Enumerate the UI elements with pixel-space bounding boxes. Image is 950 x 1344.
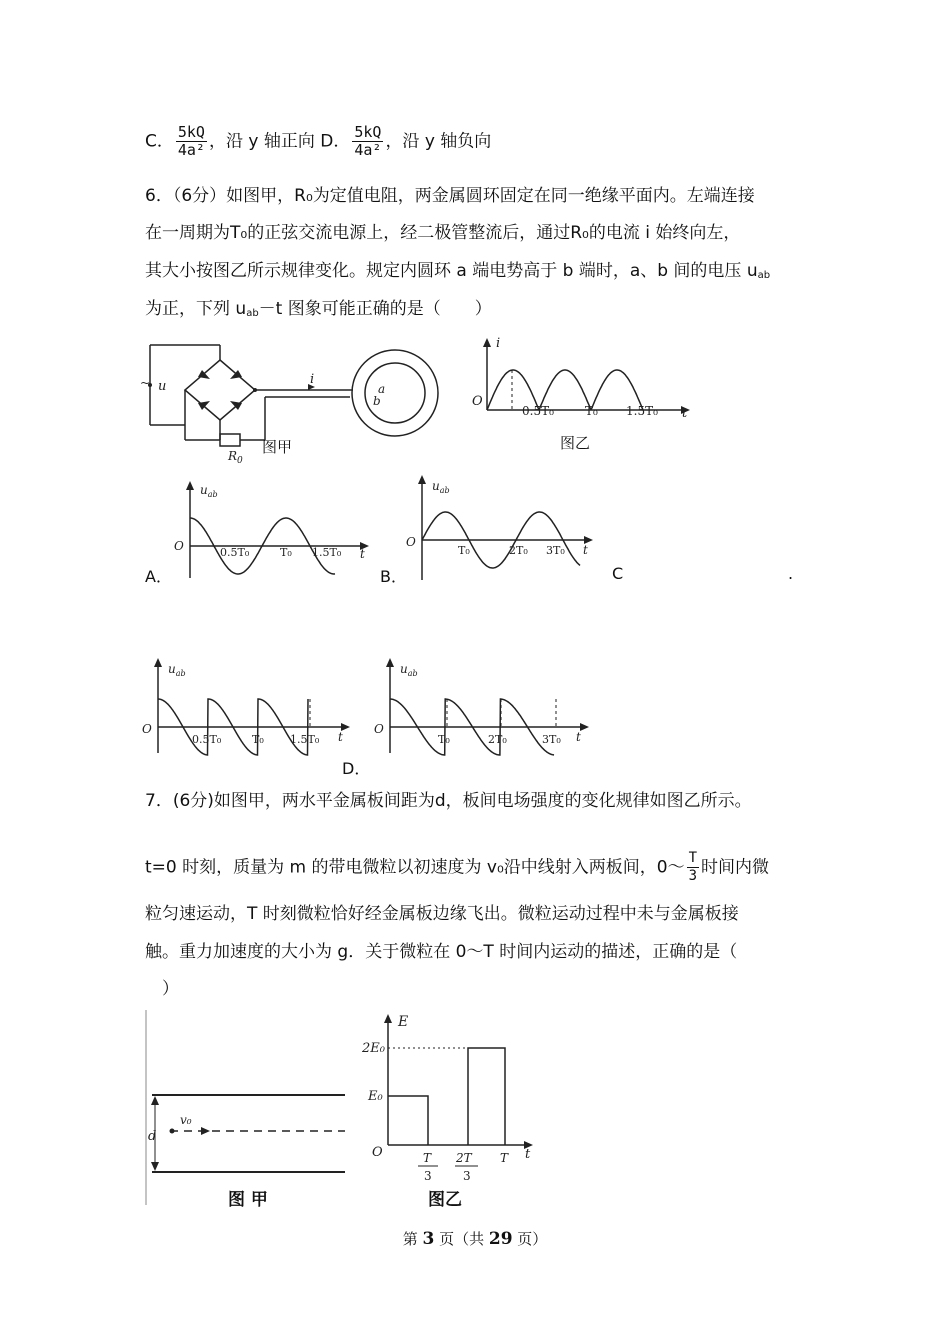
svg-text:uab: $u_{ab}$: [200, 483, 218, 499]
option-c-text: ，沿 y 轴正向: [208, 131, 315, 152]
option-d-label-q6: D．: [342, 759, 371, 778]
svg-text:O: O: [174, 539, 184, 553]
svg-text:O: O: [142, 722, 152, 736]
svg-text:O: O: [372, 1145, 383, 1160]
terminal-a-label: a: [378, 382, 386, 396]
option-a-label: A．: [145, 567, 172, 586]
terminal-b-label: b: [373, 394, 381, 408]
q7-line-1: 7．(6分)如图甲，两水平金属板间距为d，板间电场强度的变化规律如图乙所示。: [145, 791, 752, 811]
svg-text:t: t: [576, 730, 581, 744]
svg-text:t: t: [583, 543, 588, 557]
distance-d-label: d: [148, 1129, 157, 1144]
svg-text:t: t: [682, 406, 688, 421]
svg-text:2T₀: 2T₀: [488, 733, 507, 746]
svg-text:T: T: [500, 1151, 509, 1165]
q7-fig-jia-caption: 图 甲: [228, 1190, 268, 1210]
q7-line-2: t=0 时刻，质量为 m 的带电微粒以初速度为 v₀沿中线射入两板间，0～ $\frac{T}{3}$ 时间内微: [145, 850, 770, 884]
svg-text:t: t: [360, 547, 365, 561]
svg-text:t: t: [338, 730, 343, 744]
svg-text:0.5T₀: 0.5T₀: [192, 733, 222, 746]
svg-text:3T₀: 3T₀: [542, 733, 561, 746]
svg-text:2E₀: 2E₀: [362, 1041, 385, 1056]
option-c-graph: [140, 655, 350, 755]
svg-text:t: t: [525, 1147, 531, 1162]
q7-plates-figure: [140, 1010, 360, 1210]
q6yi-tick-3: 1.5T₀: [626, 404, 658, 418]
q6yi-tick-2: T₀: [585, 404, 598, 418]
svg-text:T₀: T₀: [280, 546, 292, 559]
svg-text:E₀: E₀: [368, 1089, 383, 1104]
q7-line-4: 触。重力加速度的大小为 g．关于微粒在 0～T 时间内运动的描述，正确的是（: [145, 942, 738, 962]
svg-text:O: O: [472, 394, 483, 409]
q7-fig-yi-caption: 图乙: [428, 1190, 462, 1210]
option-d-graph: [370, 655, 590, 755]
option-c-label: C．: [145, 131, 174, 152]
option-a-graph: [170, 478, 370, 583]
q6-line-2: 在一周期为T₀的正弦交流电源上，经二极管整流后，通过R₀的电流 i 始终向左，: [145, 223, 741, 243]
svg-text:T: T: [423, 1151, 432, 1165]
option-c-label-q6: C: [612, 564, 624, 583]
page-footer: 第 3 页（共 29 页）: [402, 1229, 548, 1249]
svg-text:i: i: [496, 336, 501, 351]
svg-text:uab: $u_{ab}$: [168, 662, 186, 678]
q6-fig-jia-caption: 图甲: [262, 438, 293, 456]
svg-text:O: O: [374, 722, 384, 736]
svg-text:0.5T₀: 0.5T₀: [220, 546, 250, 559]
q5-options-line: [145, 124, 491, 159]
v0-label: v₀: [180, 1113, 192, 1127]
svg-text:3: 3: [424, 1169, 432, 1183]
svg-text:1.5T₀: 1.5T₀: [312, 546, 342, 559]
svg-text:3T₀: 3T₀: [546, 544, 565, 557]
svg-text:T₀: T₀: [252, 733, 264, 746]
option-d-fraction: $\frac{5kQ}{\text{4a²}}$: [354, 123, 382, 159]
q6-line-4: 为正，下列 $u_{ab}-t$ 图象可能正确的是（ ）: [145, 299, 492, 319]
q6-fig-yi-graph: [470, 335, 700, 425]
svg-text:2T: 2T: [456, 1151, 472, 1165]
svg-text:~: ~: [140, 376, 151, 390]
option-d-text: ，沿 y 轴负向: [385, 131, 492, 152]
r0-label: $R_0$: [228, 449, 243, 466]
q6-fig-yi-caption: 图乙: [560, 434, 591, 452]
option-b-label: B．: [380, 567, 407, 586]
svg-text:3: 3: [463, 1169, 471, 1183]
svg-text:O: O: [406, 535, 416, 549]
q6-line-3: 其大小按图乙所示规律变化。规定内圆环 a 端电势高于 b 端时，a、b 间的电压 $u_{ab}$: [145, 261, 771, 281]
q6yi-tick-1: 0.5T₀: [522, 404, 554, 418]
svg-text:uab: $u_{ab}$: [400, 662, 418, 678]
q7-fig-yi-graph: [360, 1010, 540, 1190]
source-u-label: u: [158, 379, 167, 394]
svg-text:T₀: T₀: [438, 733, 450, 746]
q7-line-5: ）: [145, 979, 179, 999]
q7-line-3: 粒匀速运动，T 时刻微粒恰好经金属板边缘飞出。微粒运动过程中未与金属板接: [145, 904, 739, 924]
option-b-graph: [400, 470, 600, 583]
q6-line-1: 6．（6分）如图甲，R₀为定值电阻，两金属圆环固定在同一绝缘平面内。左端连接: [145, 186, 755, 206]
option-d-label: D．: [320, 131, 351, 152]
svg-text:2T₀: 2T₀: [509, 544, 528, 557]
option-c-dot: .: [788, 564, 794, 583]
svg-text:T₀: T₀: [458, 544, 470, 557]
svg-text:E: E: [398, 1014, 409, 1030]
option-c-fraction: $\frac{5kQ}{\text{4a²}}$: [177, 123, 205, 159]
current-i-label: i: [310, 372, 315, 387]
svg-text:uab: $u_{ab}$: [432, 479, 450, 495]
svg-text:1.5T₀: 1.5T₀: [290, 733, 320, 746]
